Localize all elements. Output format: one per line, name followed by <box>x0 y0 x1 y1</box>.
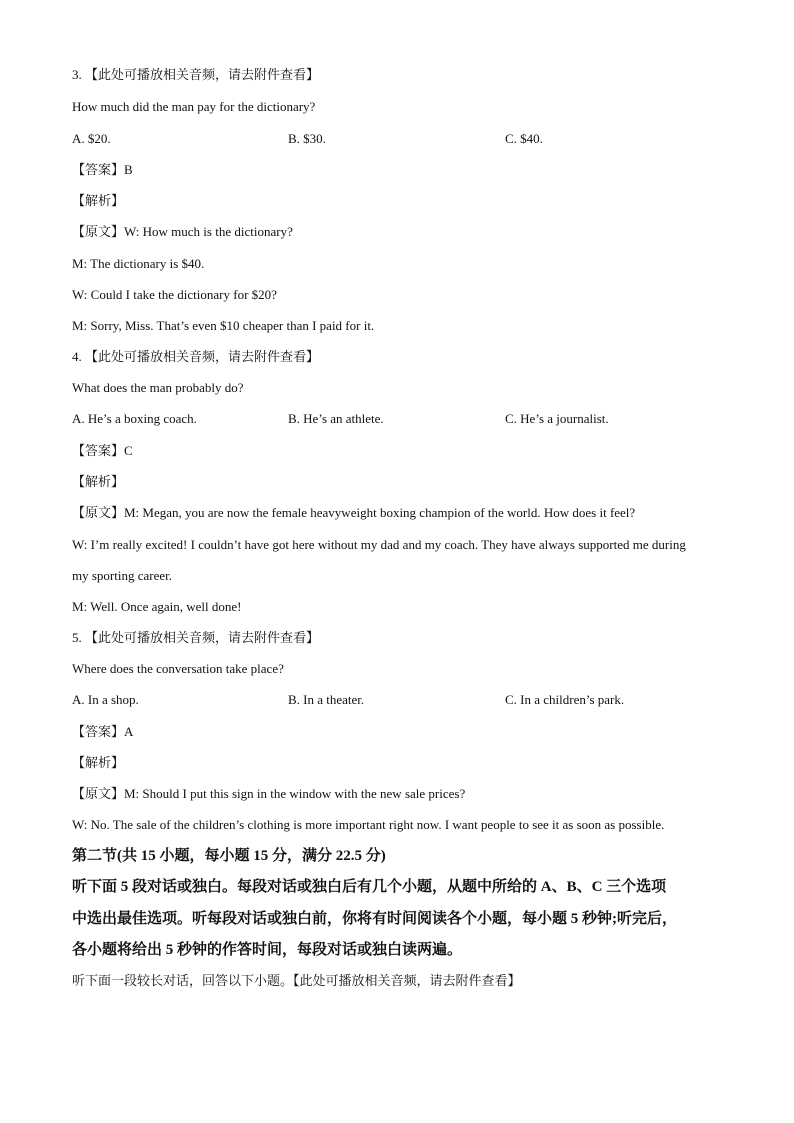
section-instruction-line: 中选出最佳选项。听每段对话或独白前，你将有时间阅读各个小题，每小题 5 秒钟;听完后， <box>72 911 677 927</box>
q5-option-c: C. In a children’s park. <box>505 692 625 707</box>
section-instruction-line: 听下面 5 段对话或独白。每段对话或独白后有几个小题，从题中所给的 A、B、C 三个选项 <box>72 879 667 895</box>
q3-option-c: C. $40. <box>505 131 543 146</box>
section-instruction-line: 各小题将给出 5 秒钟的作答时间，每段对话或独白读两遍。 <box>72 942 463 958</box>
q3-analysis: 【解析】 <box>72 193 125 208</box>
q4-answer: 【答案】C <box>72 443 133 458</box>
q4-transcript-line: W: I’m really excited! I couldn’t have got here without my dad and my coach. They have always supported me during <box>72 537 686 552</box>
q4-option-b: B. He’s an athlete. <box>288 411 384 426</box>
q5-transcript-line: W: No. The sale of the children’s clothing is more important right now. I want people to see it as soon as possible. <box>72 817 665 832</box>
q4-transcript-line: M: Well. Once again, well done! <box>72 599 242 614</box>
q3-transcript-line: W: Could I take the dictionary for $20? <box>72 287 277 302</box>
q4-option-a: A. He’s a boxing coach. <box>72 411 197 426</box>
q4-analysis: 【解析】 <box>72 474 125 489</box>
q3-transcript-line: 【原文】W: How much is the dictionary? <box>72 224 293 239</box>
q3-transcript-line: M: The dictionary is $40. <box>72 256 205 271</box>
q5-transcript-line: 【原文】M: Should I put this sign in the window with the new sale prices? <box>72 786 466 801</box>
q3-answer: 【答案】B <box>72 162 133 177</box>
q3-transcript-line: M: Sorry, Miss. That’s even $10 cheaper than I paid for it. <box>72 318 375 333</box>
q5-option-a: A. In a shop. <box>72 692 139 707</box>
q3-question: How much did the man pay for the dictionary? <box>72 99 316 114</box>
q5-header: 5. 【此处可播放相关音频，请去附件查看】 <box>72 630 320 645</box>
q4-option-c: C. He’s a journalist. <box>505 411 609 426</box>
q4-question: What does the man probably do? <box>72 380 244 395</box>
q5-analysis: 【解析】 <box>72 755 125 770</box>
q5-answer: 【答案】A <box>72 724 134 739</box>
q3-header: 3. 【此处可播放相关音频，请去附件查看】 <box>72 67 320 82</box>
q4-transcript-line: my sporting career. <box>72 568 172 583</box>
q4-transcript-line: 【原文】M: Megan, you are now the female heavyweight boxing champion of the world. How does it feel? <box>72 505 636 520</box>
q4-header: 4. 【此处可播放相关音频，请去附件查看】 <box>72 349 320 364</box>
section-prompt: 听下面一段较长对话，回答以下小题。【此处可播放相关音频，请去附件查看】 <box>72 973 521 988</box>
q5-question: Where does the conversation take place? <box>72 661 284 676</box>
q3-option-a: A. $20. <box>72 131 111 146</box>
q3-option-b: B. $30. <box>288 131 326 146</box>
section-title: 第二节(共 15 小题，每小题 15 分，满分 22.5 分) <box>72 848 386 864</box>
q5-option-b: B. In a theater. <box>288 692 365 707</box>
